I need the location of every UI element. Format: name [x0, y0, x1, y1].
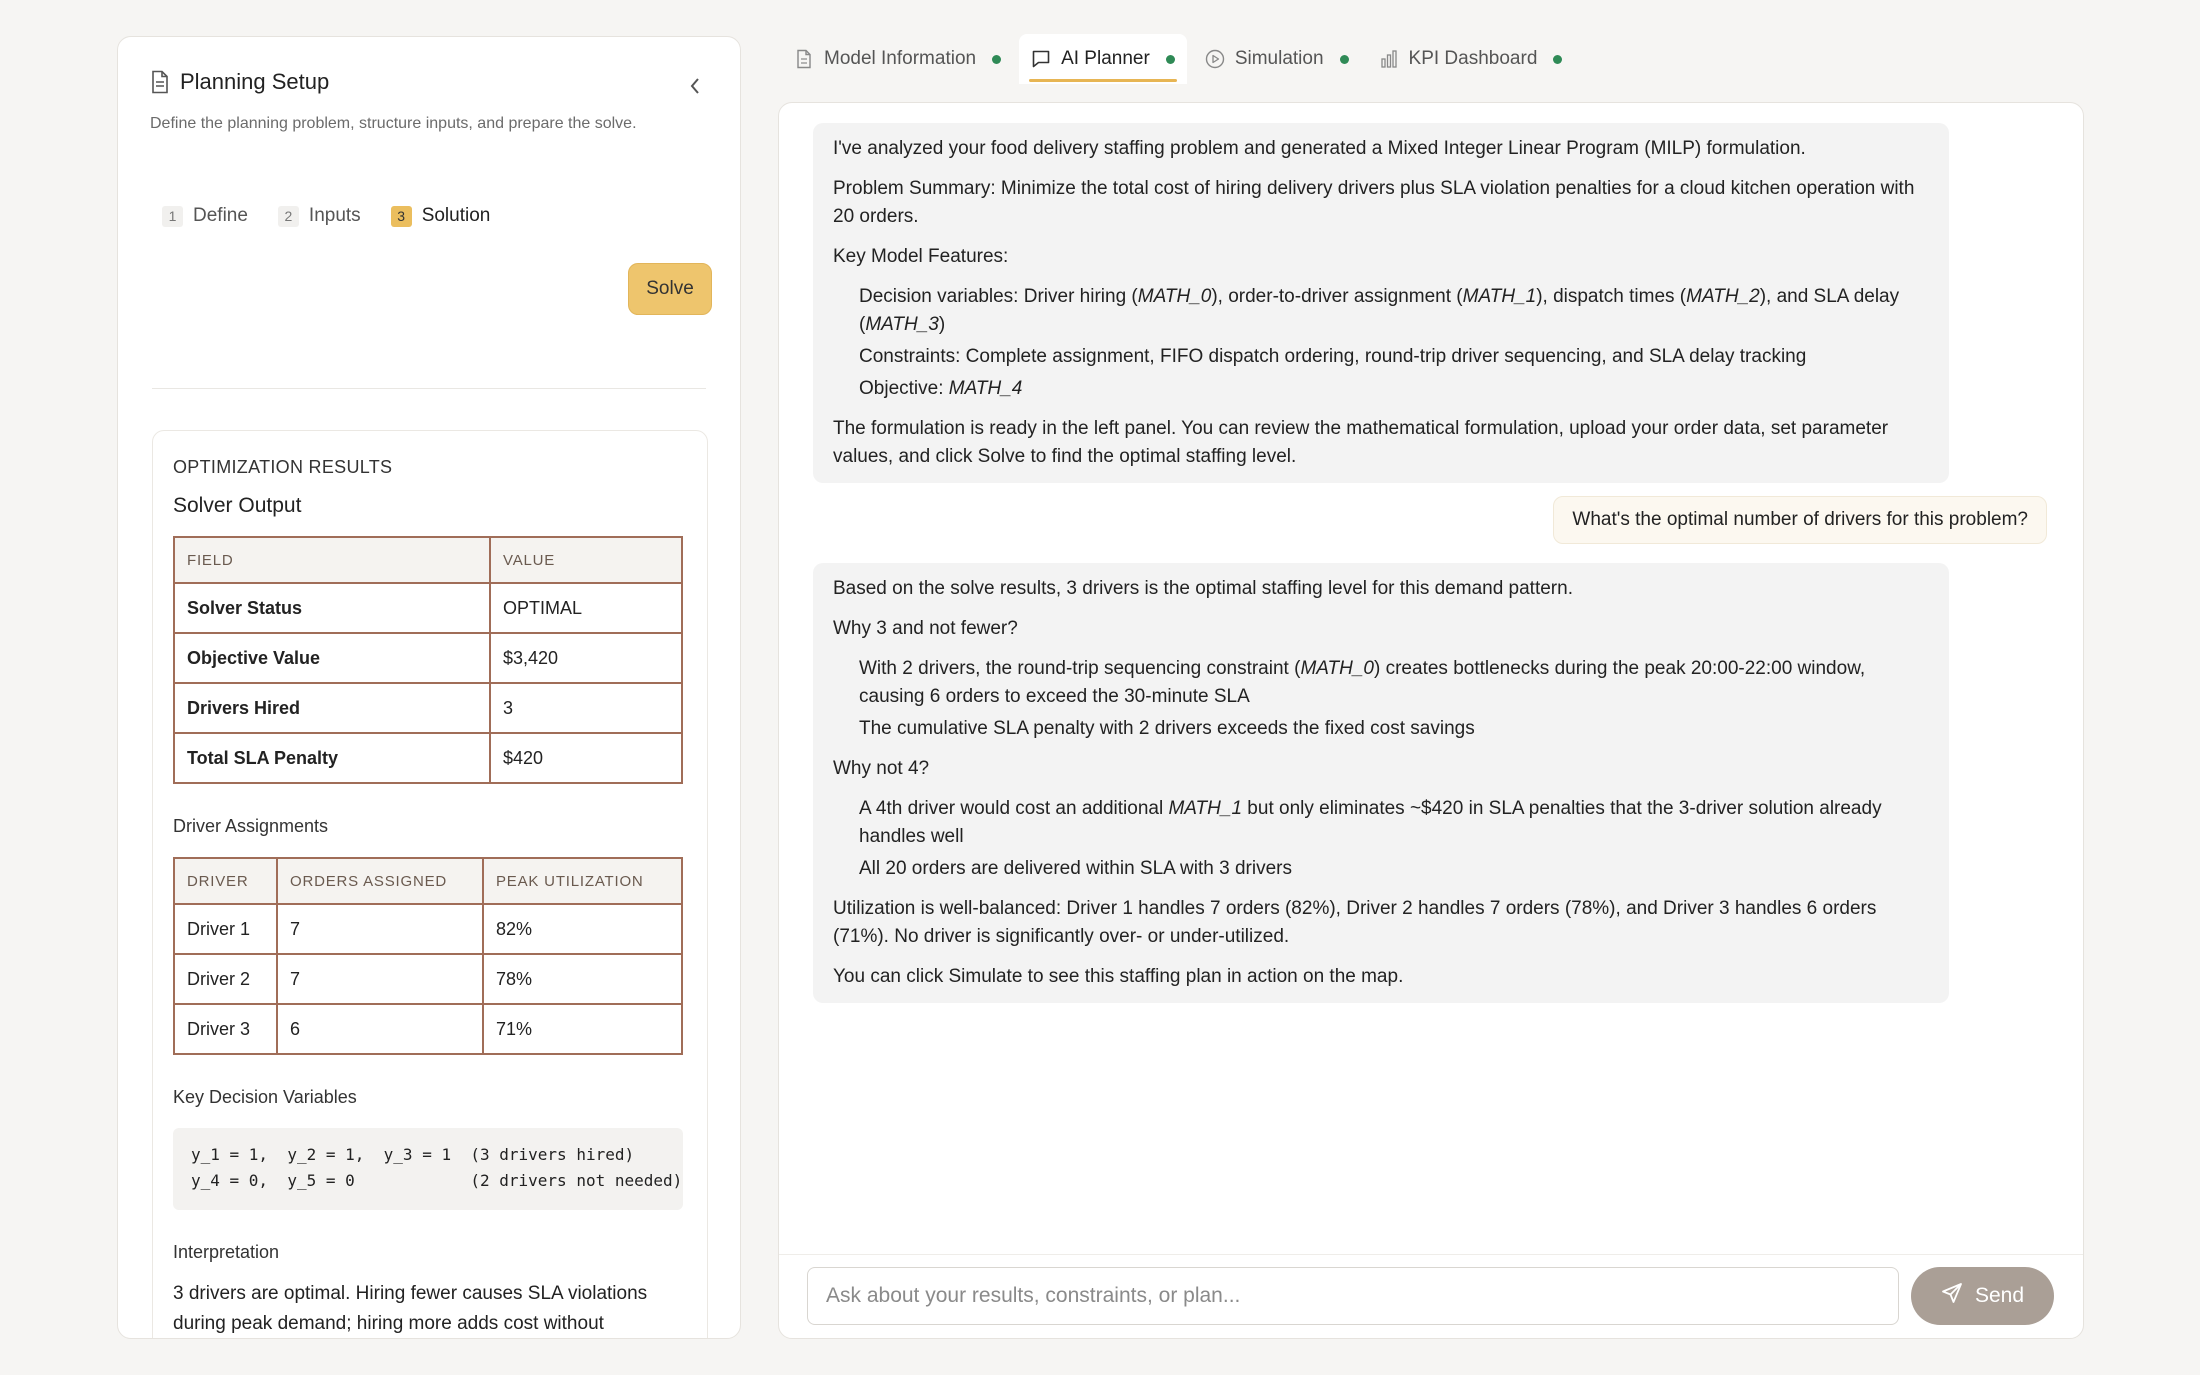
- utilization-cell: 78%: [483, 954, 682, 1004]
- solve-button[interactable]: Solve: [628, 263, 712, 315]
- step-number: 1: [162, 206, 183, 227]
- status-dot: [1340, 55, 1349, 64]
- table-row: [174, 633, 682, 683]
- text-span: With 2 drivers, the round-trip sequencing constraint (: [859, 658, 1301, 679]
- driver-assignments-label: Driver Assignments: [173, 816, 329, 836]
- panel-description: Define the planning problem, structure inputs, and prepare the solve.: [150, 115, 637, 132]
- math-placeholder: MATH_4: [948, 378, 1023, 399]
- math-placeholder: MATH_0: [1137, 286, 1212, 307]
- status-dot: [1553, 55, 1562, 64]
- driver-cell: Driver 2: [174, 954, 277, 1004]
- step-indicator: [162, 205, 490, 227]
- value-cell: 3: [490, 683, 682, 733]
- tab-label: KPI Dashboard: [1408, 48, 1538, 69]
- field-cell: Solver Status: [174, 583, 490, 633]
- text-span: Objective:: [859, 378, 949, 399]
- tab-simulation[interactable]: [1193, 34, 1361, 84]
- value-cell: OPTIMAL: [490, 583, 682, 633]
- list-item: The cumulative SLA penalty with 2 drivers exceeds the fixed cost savings: [859, 718, 1475, 739]
- tab-label: Model Information: [824, 48, 977, 69]
- assistant-message: [813, 123, 1949, 483]
- document-icon: [150, 70, 170, 94]
- orders-cell: 7: [277, 954, 483, 1004]
- tab-kpi-dashboard[interactable]: [1367, 34, 1575, 84]
- results-heading: OPTIMIZATION RESULTS: [173, 457, 393, 477]
- reasons-list: [859, 795, 1929, 883]
- text-span: ), and SLA delay (: [859, 286, 1900, 335]
- key-decision-variables-label: Key Decision Variables: [173, 1087, 357, 1107]
- step-define[interactable]: [162, 205, 248, 227]
- field-cell: Total SLA Penalty: [174, 733, 490, 783]
- document-icon: [794, 49, 814, 69]
- message-paragraph: Why 3 and not fewer?: [833, 618, 1018, 639]
- list-item: All 20 orders are delivered within SLA with 3 drivers: [859, 858, 1292, 879]
- collapse-panel-button[interactable]: [680, 73, 710, 103]
- field-cell: Drivers Hired: [174, 683, 490, 733]
- utilization-cell: 71%: [483, 1004, 682, 1054]
- send-label: Send: [1974, 1284, 2025, 1307]
- text-span: ), order-to-driver assignment (: [1211, 286, 1463, 307]
- ai-planner-chat-panel: [778, 102, 2084, 1339]
- features-list: [859, 283, 1929, 403]
- step-label: Inputs: [308, 205, 361, 226]
- message-paragraph: Problem Summary: Minimize the total cost of hiring delivery drivers plus SLA violation penalties for a cloud kitchen operation with 20 orders.: [833, 178, 1915, 227]
- driver-assignments-table: [173, 857, 683, 1055]
- table-header-row: [174, 858, 682, 904]
- optimization-results-card: [152, 430, 708, 1339]
- utilization-cell: 82%: [483, 904, 682, 954]
- list-item: [859, 795, 1929, 851]
- value-cell: $420: [490, 733, 682, 783]
- divider: [152, 388, 706, 389]
- table-header-row: [174, 537, 682, 583]
- math-placeholder: MATH_0: [1300, 658, 1374, 679]
- user-message: What's the optimal number of drivers for this problem?: [1553, 496, 2047, 544]
- chat-composer: [779, 1254, 2083, 1338]
- planning-setup-header: [150, 69, 708, 136]
- list-item: [859, 375, 1929, 403]
- list-item: Constraints: Complete assignment, FIFO dispatch ordering, round-trip driver sequencing, and SLA delay tracking: [859, 346, 1807, 367]
- interpretation-text: 3 drivers are optimal. Hiring fewer causes SLA violations during peak demand; hiring more adds cost without: [173, 1283, 648, 1334]
- value-cell: $3,420: [490, 633, 682, 683]
- solver-output-table: [173, 536, 683, 784]
- column-header: VALUE: [490, 537, 682, 583]
- text-span: Decision variables: Driver hiring (: [859, 286, 1138, 307]
- math-placeholder: MATH_3: [865, 314, 939, 335]
- math-placeholder: MATH_1: [1168, 798, 1243, 819]
- tab-model-information[interactable]: [782, 34, 1013, 84]
- table-row: [174, 683, 682, 733]
- interpretation-label: Interpretation: [173, 1242, 280, 1262]
- step-label: Solution: [421, 205, 491, 226]
- bar-chart-icon: [1379, 49, 1399, 69]
- step-inputs[interactable]: [278, 205, 361, 227]
- column-header: PEAK UTILIZATION: [483, 858, 682, 904]
- list-item: [859, 655, 1929, 711]
- text-span: ): [938, 314, 946, 335]
- message-paragraph: You can click Simulate to see this staffing plan in action on the map.: [833, 966, 1404, 987]
- message-paragraph: The formulation is ready in the left panel. You can review the mathematical formulation, upload your order data, set parameter values, and click Solve to find the optimal staffing level.: [833, 418, 1889, 467]
- field-cell: Objective Value: [174, 633, 490, 683]
- step-number: 2: [278, 206, 299, 227]
- status-dot: [1166, 55, 1175, 64]
- message-paragraph: Utilization is well-balanced: Driver 1 handles 7 orders (82%), Driver 2 handles 7 orders (78%), and Driver 3 handles 6 orders (71%). No driver is significantly over- or under-utilized.: [833, 898, 1877, 947]
- orders-cell: 6: [277, 1004, 483, 1054]
- tab-label: Simulation: [1234, 48, 1324, 69]
- message-paragraph: Based on the solve results, 3 drivers is the optimal staffing level for this demand pattern.: [833, 578, 1573, 599]
- tab-bar: [782, 34, 1580, 84]
- column-header: ORDERS ASSIGNED: [277, 858, 483, 904]
- chat-icon: [1031, 49, 1051, 69]
- text-span: but only eliminates ~$420 in SLA penalties that the 3-driver solution already handles well: [859, 798, 1882, 847]
- list-item: [859, 283, 1929, 339]
- chevron-left-icon: [688, 77, 702, 100]
- table-row: [174, 733, 682, 783]
- orders-cell: 7: [277, 904, 483, 954]
- assistant-message: [813, 563, 1949, 1003]
- send-icon: [1941, 1282, 1963, 1310]
- play-icon: [1205, 49, 1225, 69]
- status-dot: [992, 55, 1001, 64]
- message-paragraph: I've analyzed your food delivery staffing problem and generated a Mixed Integer Linear Program (MILP) formulation.: [833, 138, 1806, 159]
- text-span: A 4th driver would cost an additional: [859, 798, 1169, 819]
- math-placeholder: MATH_1: [1462, 286, 1537, 307]
- tab-label: AI Planner: [1061, 48, 1150, 69]
- planning-setup-panel: [117, 36, 741, 1339]
- send-button[interactable]: [1911, 1267, 2054, 1325]
- table-row: [174, 583, 682, 633]
- message-paragraph: Why not 4?: [833, 758, 930, 779]
- math-placeholder: MATH_2: [1686, 286, 1760, 307]
- text-span: ), dispatch times (: [1536, 286, 1687, 307]
- driver-cell: Driver 3: [174, 1004, 277, 1054]
- chat-input[interactable]: [807, 1267, 1899, 1325]
- step-solution[interactable]: [391, 205, 491, 227]
- column-header: DRIVER: [174, 858, 277, 904]
- table-row: [174, 1004, 682, 1054]
- decision-variables-code: y_1 = 1, y_2 = 1, y_3 = 1 (3 drivers hired) y_4 = 0, y_5 = 0 (2 drivers not needed): [173, 1128, 683, 1210]
- tab-ai-planner[interactable]: [1019, 34, 1187, 84]
- text-span: ) creates bottlenecks during the peak 20:00-22:00 window, causing 6 orders to exceed the 30-minute SLA: [859, 658, 1866, 707]
- message-paragraph: Key Model Features:: [833, 246, 1009, 267]
- step-label: Define: [193, 205, 248, 226]
- column-header: FIELD: [174, 537, 490, 583]
- panel-title: Planning Setup: [180, 69, 330, 94]
- table-row: [174, 954, 682, 1004]
- driver-cell: Driver 1: [174, 904, 277, 954]
- reasons-list: [859, 655, 1929, 743]
- results-subtitle: Solver Output: [173, 494, 302, 517]
- step-number: 3: [391, 206, 412, 227]
- table-row: [174, 904, 682, 954]
